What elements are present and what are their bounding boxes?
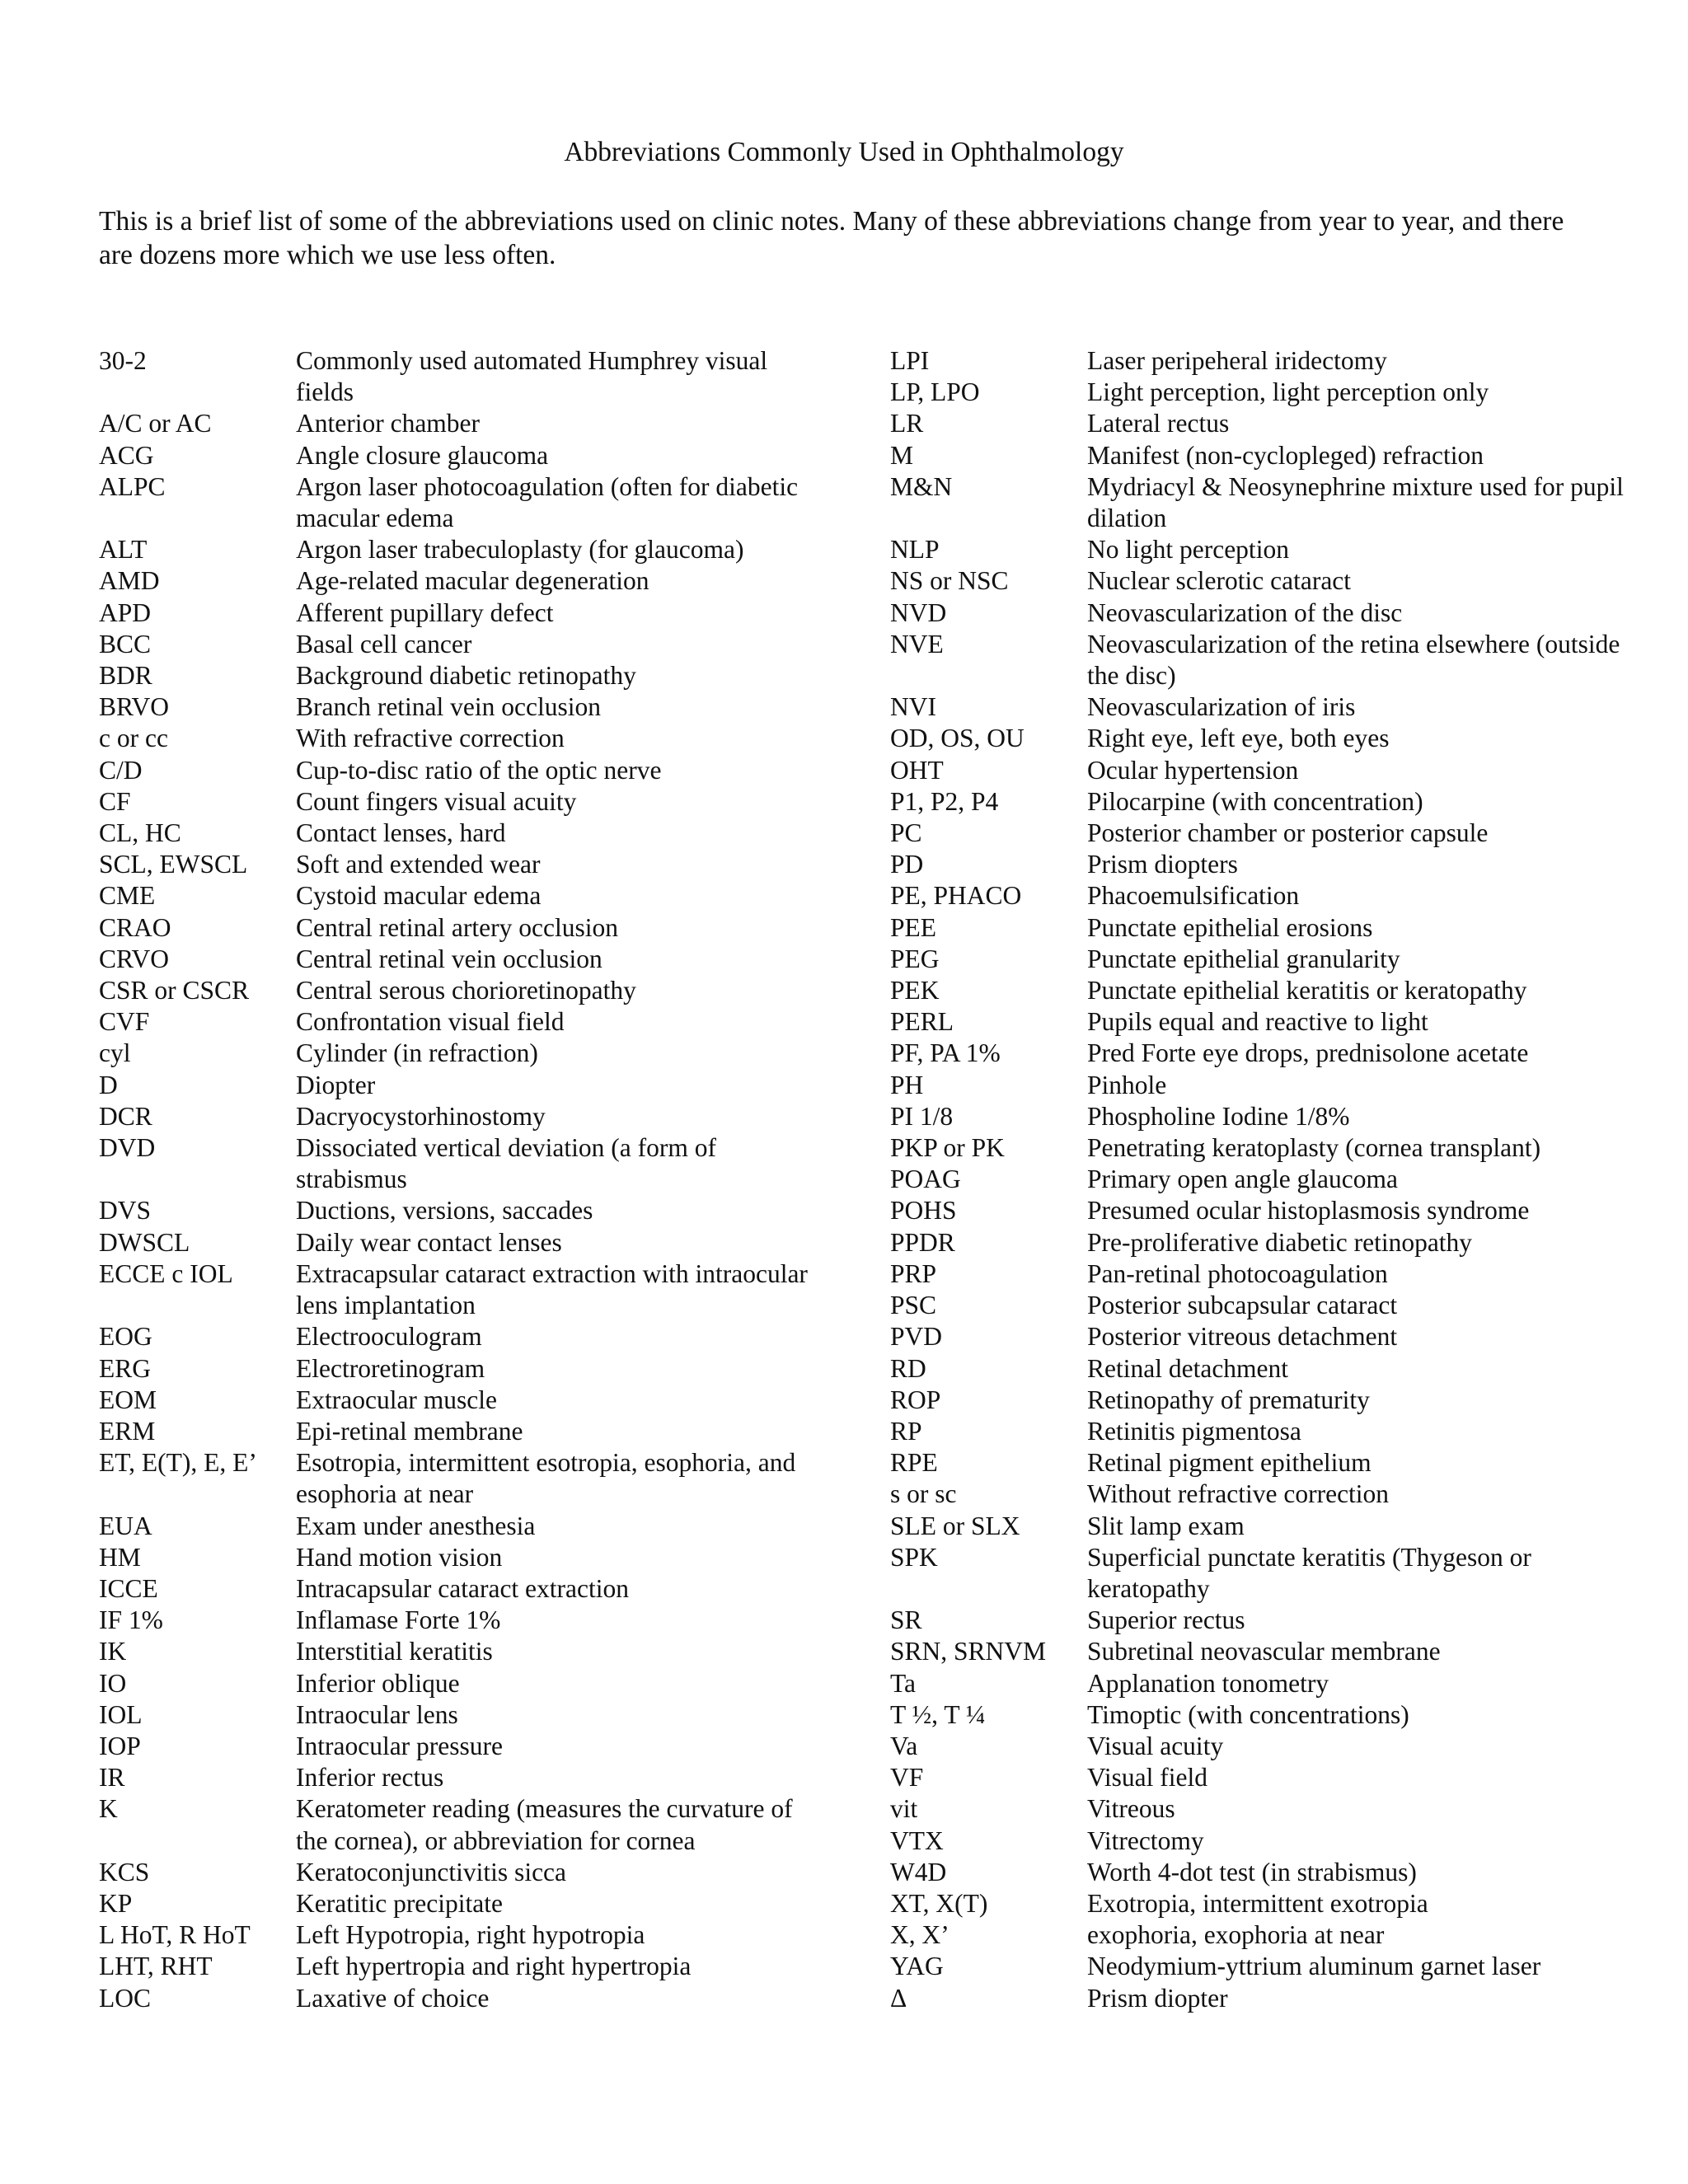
abbreviation-row [890, 849, 1632, 880]
abbreviation-row [890, 691, 1632, 723]
abbreviation-term: CVF [99, 1007, 150, 1037]
abbreviation-meaning: Anterior chamber [296, 409, 481, 438]
abbreviation-meaning: Central retinal artery occlusion [296, 912, 618, 942]
abbreviation-term: LOC [99, 1983, 151, 2013]
abbreviation-meaning: Interstitial keratitis [296, 1637, 493, 1666]
abbreviation-meaning: Afferent pupillary defect [296, 598, 554, 627]
abbreviation-row [890, 1479, 1632, 1510]
abbreviation-term: s or sc [890, 1479, 957, 1509]
abbreviation-term: AMD [99, 566, 160, 596]
abbreviation-meaning: Keratitic precipitate [296, 1888, 503, 1918]
abbreviation-meaning: Electroretinogram [296, 1353, 485, 1383]
abbreviation-term: ERM [99, 1416, 156, 1446]
abbreviation-row [99, 912, 832, 944]
abbreviation-meaning: Lateral rectus [1087, 409, 1230, 438]
abbreviation-row [890, 1321, 1632, 1352]
abbreviation-term: SLE or SLX [890, 1511, 1020, 1540]
abbreviation-row [99, 818, 832, 849]
abbreviation-term: L HoT, R HoT [99, 1920, 251, 1950]
abbreviation-row [99, 345, 832, 408]
abbreviation-meaning: Pred Forte eye drops, prednisolone acetate [1087, 1038, 1529, 1068]
abbreviation-term: NVI [890, 692, 936, 722]
abbreviation-meaning: Retinitis pigmentosa [1087, 1416, 1301, 1446]
abbreviation-meaning: Punctate epithelial erosions [1087, 912, 1373, 942]
abbreviation-term: OD, OS, OU [890, 724, 1025, 753]
abbreviation-term: NVE [890, 629, 944, 658]
abbreviation-row [890, 1511, 1632, 1542]
abbreviation-row [99, 1699, 832, 1731]
abbreviation-term: ICCE [99, 1573, 158, 1603]
abbreviation-meaning: No light perception [1087, 535, 1289, 565]
abbreviation-term: PKP or PK [890, 1133, 1005, 1163]
abbreviation-meaning: Retinal detachment [1087, 1353, 1289, 1383]
abbreviation-term: SCL, EWSCL [99, 850, 248, 879]
abbreviation-meaning: Commonly used automated Humphrey visual fields [296, 346, 768, 407]
abbreviation-row [99, 1258, 832, 1321]
abbreviation-row [890, 1542, 1632, 1605]
abbreviation-meaning: Superficial punctate keratitis (Thygeson or keratopathy [1087, 1542, 1531, 1603]
abbreviation-term: IOP [99, 1731, 141, 1760]
abbreviation-row [890, 1793, 1632, 1825]
abbreviation-row [890, 1857, 1632, 1888]
abbreviation-term: IR [99, 1763, 125, 1793]
abbreviation-meaning: Superior rectus [1087, 1605, 1245, 1635]
abbreviation-term: LHT, RHT [99, 1952, 213, 1981]
abbreviation-term: POAG [890, 1165, 961, 1194]
abbreviation-meaning: Posterior chamber or posterior capsule [1087, 818, 1489, 848]
abbreviation-row [99, 1605, 832, 1636]
abbreviation-row [99, 1385, 832, 1416]
abbreviation-meaning: Mydriacyl & Neosynephrine mixture used for pupil dilation [1087, 471, 1624, 533]
abbreviation-meaning: Neovascularization of iris [1087, 692, 1356, 722]
abbreviation-meaning: Intraocular pressure [296, 1731, 504, 1760]
abbreviation-row [890, 1636, 1632, 1667]
abbreviation-row [890, 1605, 1632, 1636]
abbreviation-meaning: Ductions, versions, saccades [296, 1196, 593, 1226]
abbreviation-meaning: Prism diopters [1087, 850, 1238, 879]
abbreviation-term: DVD [99, 1133, 156, 1163]
abbreviation-meaning: Posterior subcapsular cataract [1087, 1291, 1398, 1320]
abbreviation-row [890, 377, 1632, 408]
abbreviation-row [99, 629, 832, 660]
abbreviation-row [890, 755, 1632, 786]
abbreviation-row [99, 1227, 832, 1258]
abbreviation-term: BDR [99, 661, 152, 691]
abbreviation-meaning: Phospholine Iodine 1/8% [1087, 1101, 1350, 1131]
abbreviation-term: RP [890, 1416, 922, 1446]
abbreviation-term: T ½, T ¼ [890, 1699, 986, 1729]
abbreviation-term: PPDR [890, 1227, 955, 1257]
abbreviation-meaning: Cylinder (in refraction) [296, 1038, 538, 1068]
abbreviation-meaning: Background diabetic retinopathy [296, 661, 636, 691]
abbreviation-term: M [890, 440, 914, 470]
page-title: Abbreviations Commonly Used in Ophthalmology [564, 137, 1124, 167]
abbreviation-row [99, 1038, 832, 1069]
abbreviation-meaning: Extracapsular cataract extraction with intraocular lens implantation [296, 1258, 808, 1320]
abbreviation-row [890, 818, 1632, 849]
abbreviation-meaning: Contact lenses, hard [296, 818, 506, 848]
abbreviation-term: PEG [890, 944, 940, 973]
abbreviation-row [890, 1762, 1632, 1793]
abbreviation-row [890, 944, 1632, 975]
abbreviation-row [99, 440, 832, 471]
abbreviation-meaning: Pupils equal and reactive to light [1087, 1007, 1428, 1037]
abbreviation-term: NLP [890, 535, 940, 565]
abbreviation-meaning: Exotropia, intermittent exotropia [1087, 1888, 1428, 1918]
abbreviation-meaning: Diopter [296, 1070, 376, 1099]
abbreviation-meaning: Intraocular lens [296, 1699, 458, 1729]
abbreviation-meaning: Ocular hypertension [1087, 755, 1299, 785]
abbreviation-meaning: Argon laser trabeculoplasty (for glaucoma) [296, 535, 744, 565]
abbreviation-meaning: Primary open angle glaucoma [1087, 1165, 1399, 1194]
abbreviation-meaning: Prism diopter [1087, 1983, 1228, 2013]
intro-paragraph: This is a brief list of some of the abbreviations used on clinic notes. Many of these abbreviations change from year to year, and there are dozens more which we use less often. [99, 206, 1564, 270]
abbreviation-term: CRAO [99, 912, 171, 942]
abbreviation-row [890, 471, 1632, 534]
abbreviation-row [99, 1447, 832, 1510]
abbreviation-meaning: Visual field [1087, 1763, 1207, 1793]
abbreviation-meaning: Pilocarpine (with concentration) [1087, 786, 1423, 816]
abbreviation-meaning: Applanation tonometry [1087, 1668, 1329, 1698]
abbreviation-meaning: Subretinal neovascular membrane [1087, 1637, 1441, 1666]
abbreviation-row [99, 786, 832, 818]
abbreviation-term: EOM [99, 1385, 157, 1414]
abbreviation-meaning: exophoria, exophoria at near [1087, 1920, 1385, 1950]
abbreviation-row [890, 1070, 1632, 1101]
abbreviation-meaning: Right eye, left eye, both eyes [1087, 724, 1390, 753]
abbreviation-meaning: Left hypertropia and right hypertropia [296, 1952, 692, 1981]
abbreviation-term: X, X’ [890, 1920, 950, 1950]
abbreviation-meaning: Central retinal vein occlusion [296, 944, 603, 973]
abbreviation-row [890, 912, 1632, 944]
abbreviation-row [99, 1951, 832, 1982]
abbreviation-row [99, 691, 832, 723]
abbreviation-term: NS or NSC [890, 566, 1009, 596]
abbreviation-term: KCS [99, 1857, 150, 1886]
abbreviation-term: CRVO [99, 944, 169, 973]
abbreviation-meaning: Inferior rectus [296, 1763, 444, 1793]
abbreviation-term: NVD [890, 598, 947, 627]
abbreviation-term: SPK [890, 1542, 938, 1572]
abbreviation-term: DCR [99, 1101, 152, 1131]
abbreviation-term: PEK [890, 976, 940, 1005]
abbreviation-row [99, 1511, 832, 1542]
abbreviation-row [99, 880, 832, 912]
abbreviation-meaning: Keratoconjunctivitis sicca [296, 1857, 567, 1886]
abbreviation-term: PD [890, 850, 924, 879]
abbreviation-term: EUA [99, 1511, 152, 1540]
abbreviation-term: VTX [890, 1825, 944, 1855]
abbreviation-meaning: Extraocular muscle [296, 1385, 498, 1414]
abbreviation-row [99, 1321, 832, 1352]
abbreviation-term: PH [890, 1070, 924, 1099]
abbreviation-meaning: Vitreous [1087, 1794, 1175, 1824]
abbreviation-row [890, 1258, 1632, 1290]
abbreviation-row [890, 629, 1632, 691]
abbreviation-row [99, 1731, 832, 1762]
abbreviation-meaning: Basal cell cancer [296, 629, 472, 658]
abbreviation-row [890, 1447, 1632, 1479]
abbreviation-list-left [99, 345, 832, 2014]
abbreviation-meaning: Keratometer reading (measures the curvature of the cornea), or abbreviation for cornea [296, 1794, 793, 1855]
abbreviation-row [99, 408, 832, 439]
abbreviation-term: PC [890, 818, 922, 848]
abbreviation-row [890, 1668, 1632, 1699]
abbreviation-term: LP, LPO [890, 377, 980, 407]
abbreviation-term: KP [99, 1888, 133, 1918]
abbreviation-term: RPE [890, 1448, 938, 1478]
abbreviation-term: Va [890, 1731, 918, 1760]
abbreviation-meaning: Argon laser photocoagulation (often for diabetic macular edema [296, 471, 799, 533]
abbreviation-row [99, 660, 832, 691]
abbreviation-term: LR [890, 409, 924, 438]
abbreviation-row [99, 565, 832, 597]
abbreviation-meaning: With refractive correction [296, 724, 565, 753]
abbreviation-meaning: Vitrectomy [1087, 1825, 1204, 1855]
abbreviation-term: IOL [99, 1699, 143, 1729]
abbreviation-meaning: Punctate epithelial keratitis or keratopathy [1087, 976, 1527, 1005]
abbreviation-meaning: Epi-retinal membrane [296, 1416, 523, 1446]
abbreviation-row [890, 786, 1632, 818]
abbreviation-row [99, 1888, 832, 1919]
abbreviation-row [890, 1227, 1632, 1258]
abbreviation-meaning: Retinal pigment epithelium [1087, 1448, 1372, 1478]
abbreviation-list-right [890, 345, 1632, 2014]
abbreviation-meaning: Without refractive correction [1087, 1479, 1390, 1509]
abbreviation-row [99, 1919, 832, 1951]
abbreviation-meaning: Penetrating keratoplasty (cornea transplant) [1087, 1133, 1541, 1163]
abbreviation-meaning: Pinhole [1087, 1070, 1167, 1099]
abbreviation-term: ACG [99, 440, 154, 470]
abbreviation-term: A/C or AC [99, 409, 212, 438]
abbreviation-term: PRP [890, 1258, 937, 1288]
abbreviation-row [890, 345, 1632, 377]
abbreviation-meaning: Hand motion vision [296, 1542, 503, 1572]
abbreviation-term: LPI [890, 346, 930, 375]
abbreviation-meaning: Neovascularization of the retina elsewhere (outside the disc) [1087, 629, 1620, 691]
abbreviation-row [890, 975, 1632, 1006]
abbreviation-meaning: Pre-proliferative diabetic retinopathy [1087, 1227, 1473, 1257]
abbreviation-row [99, 1762, 832, 1793]
abbreviation-term: Ta [890, 1668, 917, 1698]
abbreviation-meaning: Cup-to-disc ratio of the optic nerve [296, 755, 662, 785]
abbreviation-term: K [99, 1794, 118, 1824]
abbreviation-term: CSR or CSCR [99, 976, 250, 1005]
abbreviation-meaning: Neovascularization of the disc [1087, 598, 1403, 627]
abbreviation-row [99, 1101, 832, 1132]
abbreviation-row [890, 1983, 1632, 2014]
abbreviation-meaning: Slit lamp exam [1087, 1511, 1245, 1540]
abbreviation-term: ROP [890, 1385, 941, 1414]
abbreviation-term: APD [99, 598, 152, 627]
abbreviation-term: vit [890, 1794, 918, 1824]
abbreviation-meaning: Electrooculogram [296, 1322, 482, 1352]
abbreviation-term: W4D [890, 1857, 947, 1886]
abbreviation-meaning: Exam under anesthesia [296, 1511, 536, 1540]
abbreviation-row [890, 1699, 1632, 1731]
abbreviation-meaning: Dissociated vertical deviation (a form of strabismus [296, 1133, 716, 1194]
abbreviation-meaning: Laxative of choice [296, 1983, 490, 2013]
abbreviation-row [99, 1793, 832, 1856]
abbreviation-term: cyl [99, 1038, 131, 1068]
abbreviation-meaning: Visual acuity [1087, 1731, 1224, 1760]
abbreviation-meaning: Worth 4-dot test (in strabismus) [1087, 1857, 1417, 1886]
abbreviation-row [890, 408, 1632, 439]
abbreviation-term: M&N [890, 471, 953, 501]
abbreviation-term: YAG [890, 1952, 944, 1981]
abbreviation-meaning: Angle closure glaucoma [296, 440, 549, 470]
abbreviation-term: Δ [890, 1983, 907, 2013]
abbreviation-term: PSC [890, 1291, 937, 1320]
abbreviation-term: PERL [890, 1007, 954, 1037]
abbreviation-row [99, 849, 832, 880]
abbreviation-row [890, 1164, 1632, 1195]
abbreviation-row [890, 1195, 1632, 1226]
abbreviation-term: XT, X(T) [890, 1888, 988, 1918]
abbreviation-term: IK [99, 1637, 127, 1666]
abbreviation-term: PI 1/8 [890, 1101, 954, 1131]
abbreviation-row [99, 1416, 832, 1447]
abbreviation-row [99, 1132, 832, 1195]
abbreviation-term: BRVO [99, 692, 169, 722]
abbreviation-row [99, 1636, 832, 1667]
abbreviation-row [890, 1731, 1632, 1762]
abbreviation-meaning: Daily wear contact lenses [296, 1227, 562, 1257]
abbreviation-term: PEE [890, 912, 937, 942]
abbreviation-term: EOG [99, 1322, 152, 1352]
abbreviation-term: ALT [99, 535, 148, 565]
abbreviation-meaning: Presumed ocular histoplasmosis syndrome [1087, 1196, 1530, 1226]
abbreviation-meaning: Light perception, light perception only [1087, 377, 1489, 407]
abbreviation-term: CL, HC [99, 818, 181, 848]
abbreviation-meaning: Pan-retinal photocoagulation [1087, 1258, 1388, 1288]
abbreviation-term: P1, P2, P4 [890, 786, 999, 816]
abbreviation-row [99, 975, 832, 1006]
abbreviation-meaning: Retinopathy of prematurity [1087, 1385, 1370, 1414]
abbreviation-row [890, 1101, 1632, 1132]
abbreviation-term: ECCE c IOL [99, 1258, 233, 1288]
abbreviation-term: c or cc [99, 724, 168, 753]
abbreviation-row [890, 1416, 1632, 1447]
abbreviation-row [99, 1070, 832, 1101]
abbreviation-row [99, 1573, 832, 1605]
abbreviation-row [890, 1385, 1632, 1416]
abbreviation-term: D [99, 1070, 118, 1099]
abbreviation-meaning: Cystoid macular edema [296, 881, 542, 911]
abbreviation-meaning: Count fingers visual acuity [296, 786, 577, 816]
abbreviation-row [890, 1290, 1632, 1321]
abbreviation-term: ET, E(T), E, E’ [99, 1448, 257, 1478]
abbreviation-term: BCC [99, 629, 152, 658]
abbreviation-row [99, 534, 832, 565]
abbreviation-row [99, 471, 832, 534]
abbreviation-meaning: Laser peripeheral iridectomy [1087, 346, 1387, 375]
abbreviation-meaning: Left Hypotropia, right hypotropia [296, 1920, 645, 1950]
abbreviation-meaning: Posterior vitreous detachment [1087, 1322, 1398, 1352]
abbreviation-row [99, 1668, 832, 1699]
abbreviation-term: RD [890, 1353, 926, 1383]
abbreviation-row [99, 598, 832, 629]
abbreviation-term: DWSCL [99, 1227, 190, 1257]
abbreviation-meaning: Dacryocystorhinostomy [296, 1101, 546, 1131]
abbreviation-row [890, 1006, 1632, 1038]
abbreviation-meaning: Neodymium-yttrium aluminum garnet laser [1087, 1952, 1541, 1981]
abbreviation-term: PE, PHACO [890, 881, 1022, 911]
abbreviation-meaning: Timoptic (with concentrations) [1087, 1699, 1409, 1729]
abbreviation-meaning: Soft and extended wear [296, 850, 541, 879]
abbreviation-row [890, 1132, 1632, 1164]
abbreviation-meaning: Esotropia, intermittent esotropia, esophoria, and esophoria at near [296, 1448, 796, 1509]
abbreviation-meaning: Nuclear sclerotic cataract [1087, 566, 1352, 596]
abbreviation-term: POHS [890, 1196, 957, 1226]
abbreviation-row [890, 880, 1632, 912]
abbreviation-term: HM [99, 1542, 141, 1572]
abbreviation-row [99, 944, 832, 975]
abbreviation-row [890, 565, 1632, 597]
abbreviation-term: PF, PA 1% [890, 1038, 1001, 1068]
abbreviation-meaning: Punctate epithelial granularity [1087, 944, 1400, 973]
abbreviation-row [890, 1038, 1632, 1069]
abbreviation-row [99, 1006, 832, 1038]
abbreviation-row [890, 534, 1632, 565]
abbreviation-row [890, 598, 1632, 629]
abbreviation-term: VF [890, 1763, 924, 1793]
abbreviation-row [99, 755, 832, 786]
abbreviation-meaning: Phacoemulsification [1087, 881, 1300, 911]
abbreviation-meaning: Age-related macular degeneration [296, 566, 649, 596]
abbreviation-meaning: Manifest (non-cyclopleged) refraction [1087, 440, 1484, 470]
abbreviation-row [890, 1888, 1632, 1919]
abbreviation-row [890, 723, 1632, 754]
abbreviation-row [890, 1825, 1632, 1857]
abbreviation-meaning: Branch retinal vein occlusion [296, 692, 602, 722]
abbreviation-term: SR [890, 1605, 922, 1635]
abbreviation-term: IO [99, 1668, 127, 1698]
abbreviation-meaning: Confrontation visual field [296, 1007, 565, 1037]
abbreviation-meaning: Intracapsular cataract extraction [296, 1573, 629, 1603]
abbreviation-row [890, 440, 1632, 471]
abbreviation-row [99, 723, 832, 754]
abbreviation-term: C/D [99, 755, 143, 785]
abbreviation-term: ALPC [99, 471, 166, 501]
abbreviation-row [99, 1983, 832, 2014]
abbreviation-row [99, 1857, 832, 1888]
abbreviation-term: CF [99, 786, 131, 816]
abbreviation-meaning: Inflamase Forte 1% [296, 1605, 501, 1635]
abbreviation-term: OHT [890, 755, 944, 785]
abbreviation-meaning: Inferior oblique [296, 1668, 460, 1698]
abbreviation-row [890, 1353, 1632, 1385]
abbreviation-term: IF 1% [99, 1605, 163, 1635]
abbreviation-row [99, 1353, 832, 1385]
abbreviation-term: DVS [99, 1196, 152, 1226]
abbreviation-row [99, 1542, 832, 1573]
abbreviation-meaning: Central serous chorioretinopathy [296, 976, 636, 1005]
abbreviation-row [99, 1195, 832, 1226]
abbreviation-term: PVD [890, 1322, 943, 1352]
abbreviation-term: CME [99, 881, 156, 911]
abbreviation-term: SRN, SRNVM [890, 1637, 1047, 1666]
abbreviation-row [890, 1951, 1632, 1982]
abbreviation-term: ERG [99, 1353, 151, 1383]
abbreviation-term: 30-2 [99, 346, 147, 375]
abbreviation-row [890, 1919, 1632, 1951]
